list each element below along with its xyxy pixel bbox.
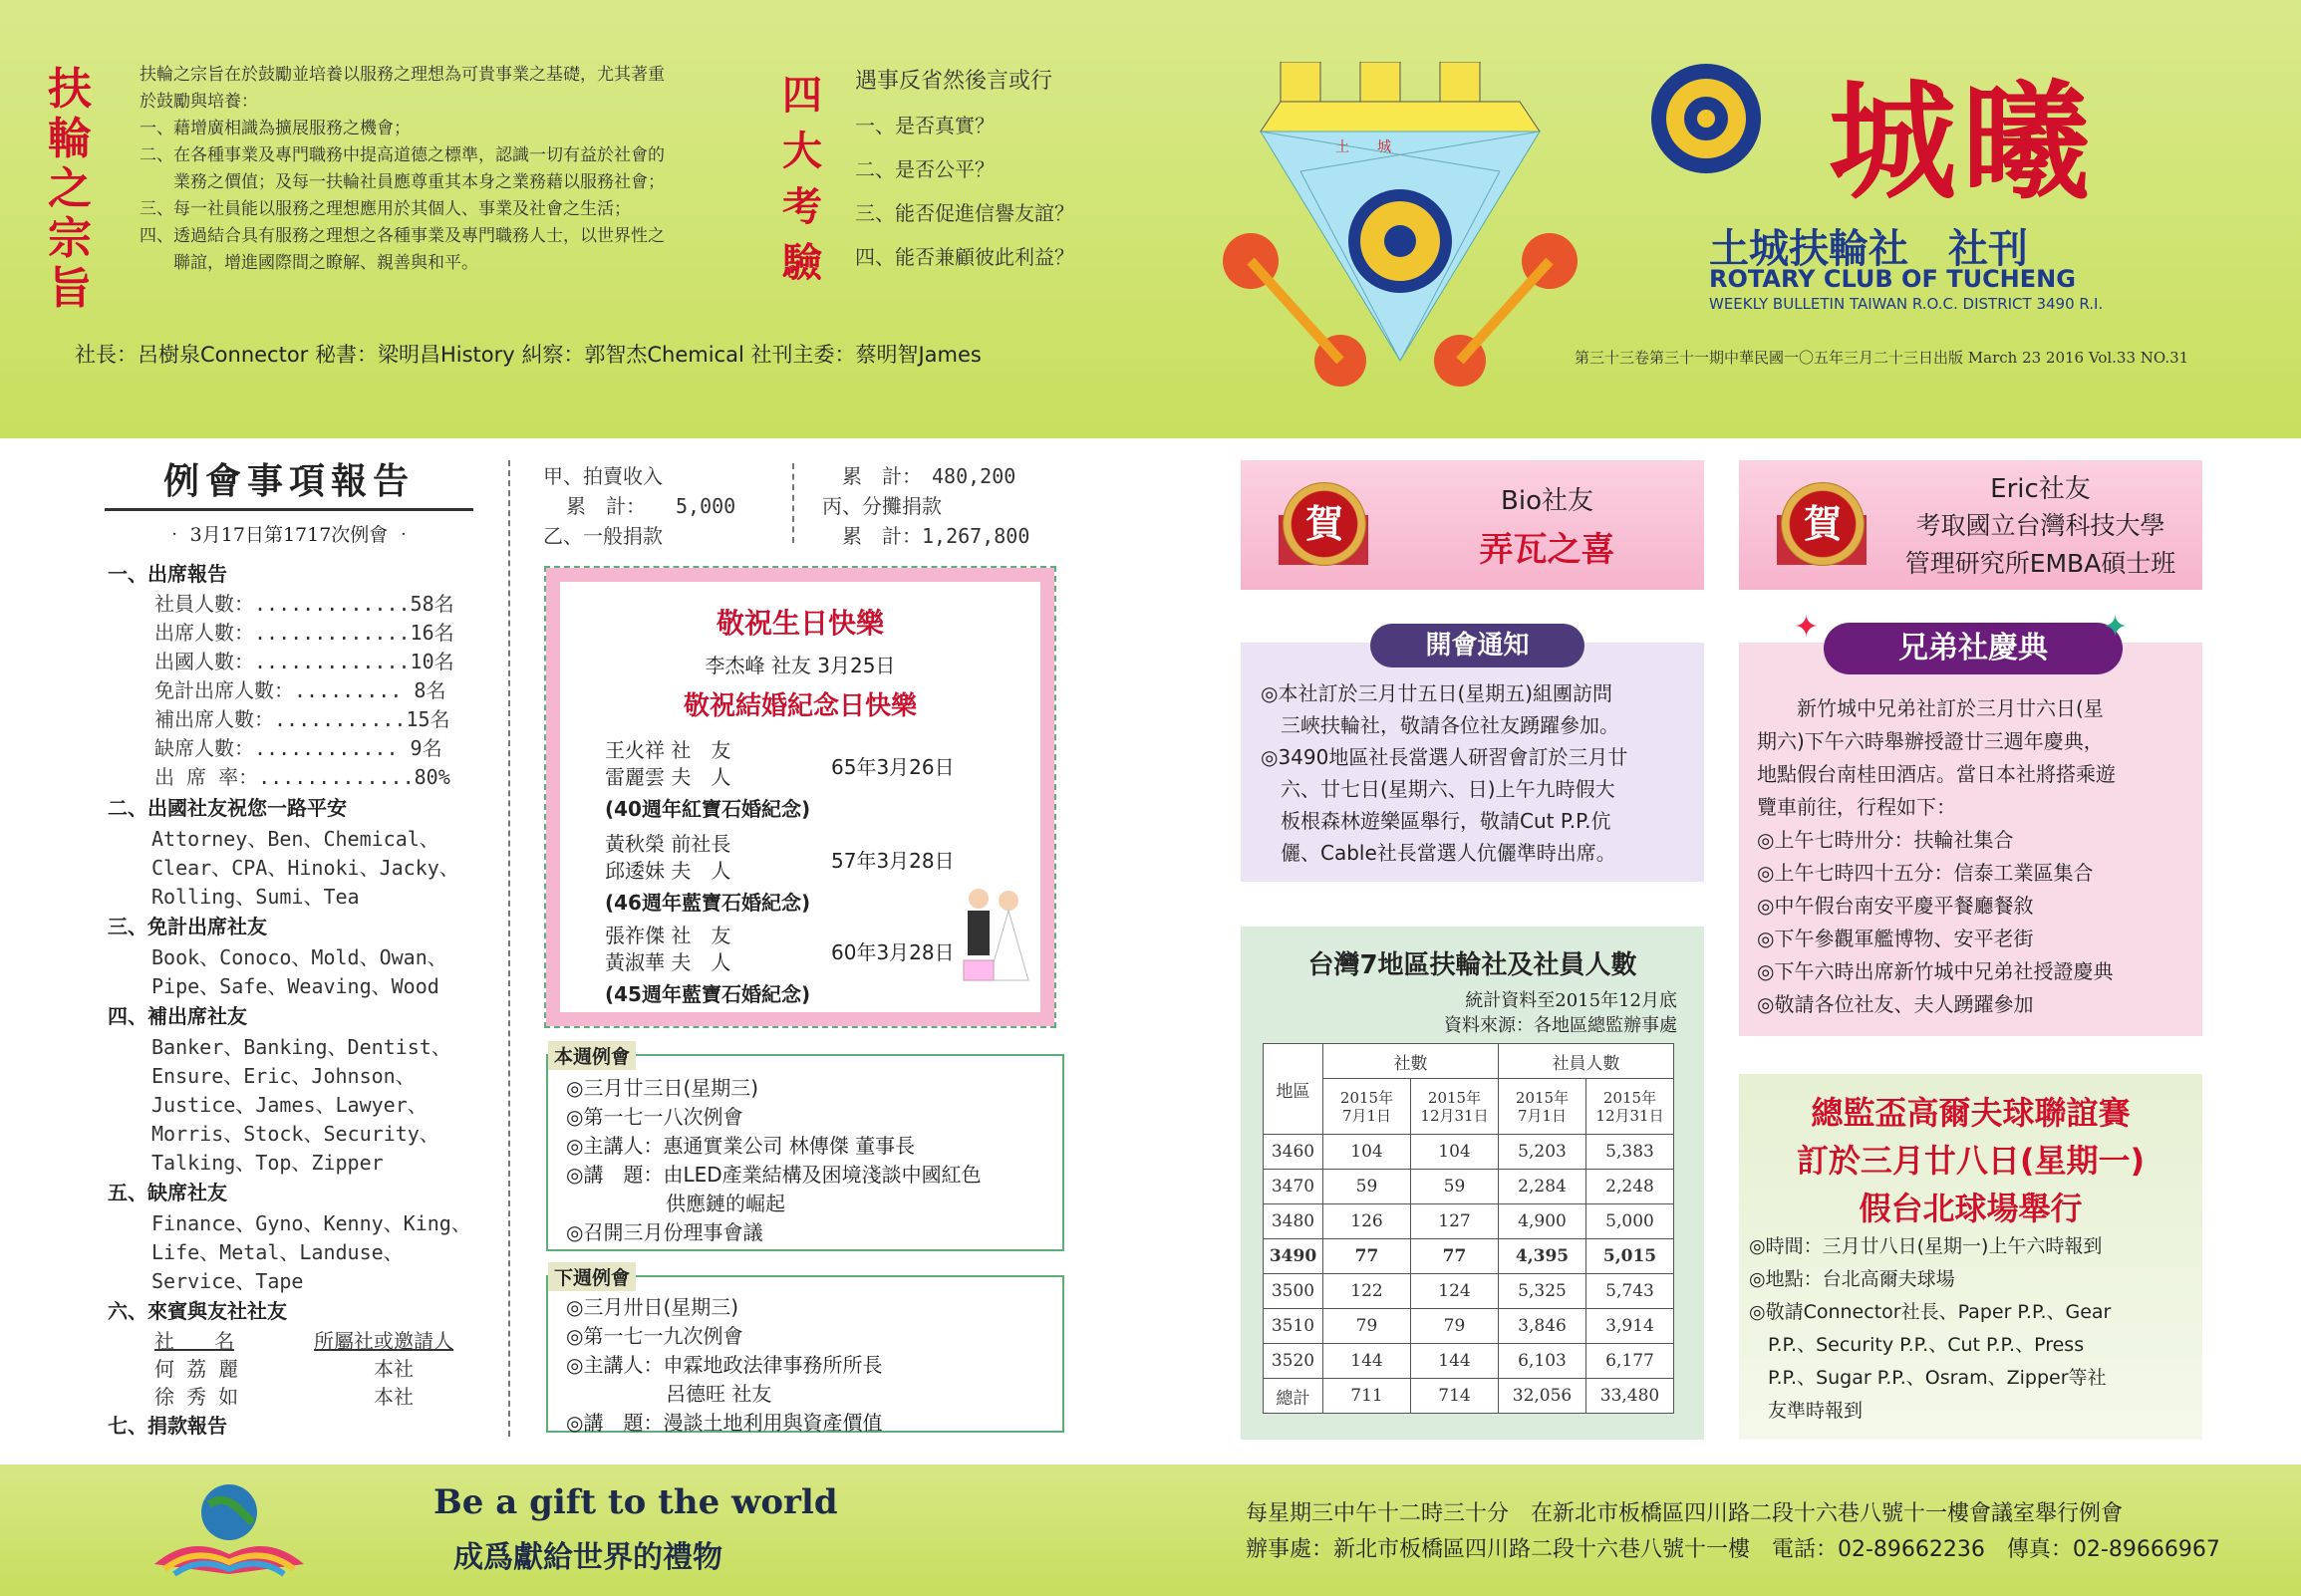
report-subtitle: ‧ 3月17日第1717次例會 ‧: [164, 524, 414, 546]
stats-note: 統計資料至2015年12月底: [1465, 990, 1677, 1011]
col-clubs: 社數: [1323, 1044, 1499, 1079]
congrats-card: [1739, 460, 2202, 590]
donation-auction-total: 累 計： 5,000: [566, 494, 736, 518]
table-row: 總計 711 714 32,056 33,480: [1264, 1379, 1674, 1414]
masthead-banner: [0, 0, 2301, 438]
this-week-tag: 本週例會: [548, 1041, 636, 1070]
table-row: 3520 144 144 6,103 6,177: [1264, 1344, 1674, 1379]
office-info: 辦事處：新北市板橋區四川路二段十六巷八號十一樓 電話：02-89662236 傳真：02-89666967: [1246, 1537, 2220, 1562]
congrats-event: 考取國立台灣科技大學: [1915, 511, 2165, 540]
couple-note: (46週年藍寶石婚紀念): [605, 891, 811, 915]
congrats-card: [1241, 460, 1704, 590]
table-row: 3500 122 124 5,325 5,743: [1264, 1274, 1674, 1309]
member-names: Attorney、Ben、Chemical、: [151, 827, 439, 851]
couple-date: 60年3月28日: [831, 940, 955, 964]
congrats-event: 管理研究所EMBA碩士班: [1904, 549, 2176, 578]
column-divider: [508, 460, 510, 1437]
brother-club-title: 兄弟社慶典: [1824, 623, 2123, 674]
masthead-title: 城曦: [1829, 68, 2097, 217]
castle-label: 土 城: [1335, 139, 1391, 155]
rotary-wheel-icon: [1649, 62, 1764, 176]
balloon-icon: ✦: [1794, 610, 1820, 645]
table-row: 3510 79 79 3,846 3,914: [1264, 1309, 1674, 1344]
balloon-icon: ✦: [2103, 610, 2129, 645]
stats-table: [1263, 1043, 1674, 1414]
member-names: Clear、CPA、Hinoki、Jacky、: [151, 856, 459, 880]
notice-title: 開會通知: [1370, 624, 1584, 667]
couple-entry: 王火祥 社 友 雷麗雲 夫 人: [605, 738, 731, 789]
member-names: Morris、Stock、Security、: [151, 1122, 439, 1146]
guest-club: 本社: [374, 1357, 414, 1381]
stats-title: 台灣7地區扶輪社及社員人數: [1307, 950, 1637, 980]
section-exempt: 三、免計出席社友: [108, 915, 267, 938]
table-row: 3470 59 59 2,284 2,248: [1264, 1170, 1674, 1204]
attendance-line: 出 席 率：.............80%: [154, 765, 450, 789]
couple-date: 57年3月28日: [831, 849, 955, 873]
anniversary-title: 敬祝結婚紀念日快樂: [683, 691, 917, 721]
guest-header-name: 社 名: [154, 1329, 234, 1353]
member-names: Service、Tape: [151, 1269, 304, 1293]
member-names: Finance、Gyno、Kenny、King、: [151, 1211, 471, 1235]
member-names: Pipe、Safe、Weaving、Wood: [151, 974, 439, 998]
couple-date: 65年3月26日: [831, 755, 955, 779]
col-region: 地區: [1264, 1044, 1323, 1135]
next-week-details: ◎三月卅日(星期三) ◎第一七一九次例會 ◎主講人：申霖地政法律事務所所長 呂德旺 社友 ◎講 題：漫談土地利用與資產價值: [566, 1295, 883, 1435]
donation-shared-total: 累 計：1,267,800: [842, 524, 1030, 548]
club-name-cn: 土城扶輪社 社刊: [1709, 226, 2028, 272]
golf-date: 訂於三月廿八日(星期一): [1796, 1142, 2146, 1180]
theme-chinese: 成爲獻給世界的禮物: [453, 1540, 722, 1575]
guest-name: 何 荔 麗: [154, 1357, 239, 1381]
member-names: Banker、Banking、Dentist、: [151, 1035, 451, 1059]
this-week-details: ◎三月廿三日(星期三) ◎第一七一八次例會 ◎主講人：惠通實業公司 林傳傑 董事長 ◎講 題：由LED產業結構及困境淺談中國紅色 供應鏈的崛起 ◎召開三月份理事會議: [566, 1076, 982, 1244]
guest-club: 本社: [374, 1385, 414, 1409]
theme-english: Be a gift to the world: [433, 1482, 838, 1522]
stats-source: 資料來源：各地區總監辦事處: [1444, 1015, 1677, 1036]
congrats-member: Eric社友: [1990, 474, 2091, 504]
next-week-tag: 下週例會: [548, 1262, 636, 1291]
four-way-test: 遇事反省然後言或行 一、是否真實？ 二、是否公平？ 三、能否促進信譽友誼？ 四、能否兼顧彼此利益？: [855, 69, 1074, 269]
section-abroad: 二、出國社友祝您一路平安: [108, 796, 347, 820]
tenets-text: 扶輪之宗旨在於鼓勵並培養以服務之理想為可貴事業之基礎，尤其著重 於鼓勵與培養： 一、藉增廣相識為擴展服務之機會； 二、在各種事業及專門職務中提高道德之標準，認識一切有益於社會的 業務之價值；及每一扶輪社員應尊重其本身之業務藉以服務社會； 三、每一社員能以服務之理想應用於其個人、事業及社會之生活； 四、透過結合具有服務之理想之各種事業及專門職務人士，以世界性之 聯誼，增進國際間之瞭解、親善與和平。: [140, 65, 665, 273]
attendance-line: 社員人數：.............58名: [154, 592, 454, 616]
tests-title: 四 大 考 驗: [782, 73, 822, 286]
section-donations: 七、捐款報告: [108, 1414, 227, 1438]
donation-general-total: 累 計： 480,200: [842, 464, 1016, 488]
globe-book-logo: [149, 1474, 309, 1582]
col-members: 社員人數: [1499, 1044, 1674, 1079]
sub-header: 2015年 12月31日: [1586, 1079, 1674, 1135]
birthday-line: 李杰峰 社友 3月25日: [705, 654, 896, 677]
section-absent: 五、缺席社友: [108, 1181, 227, 1204]
couple-entry: 黃秋榮 前社長 邱逶妹 夫 人: [605, 832, 731, 883]
section-makeup: 四、補出席社友: [108, 1004, 247, 1028]
wedding-couple-icon: [954, 881, 1033, 990]
meeting-info: 每星期三中午十二時三十分 在新北市板橋區四川路二段十六巷八號十一樓會議室舉行例會: [1246, 1501, 2124, 1526]
congrats-medal-icon: 賀: [1283, 482, 1366, 566]
section-guests: 六、來賓與友社社友: [108, 1299, 287, 1323]
tenets-title: 扶 輪 之 宗 旨: [48, 64, 92, 314]
report-title: 例會事項報告: [105, 453, 473, 511]
member-names: Talking、Top、Zipper: [151, 1151, 384, 1175]
attendance-line: 缺席人數：............ 9名: [154, 736, 442, 760]
member-names: Justice、James、Lawyer、: [151, 1093, 428, 1117]
table-row: 3480 126 127 4,900 5,000: [1264, 1204, 1674, 1239]
table-row: 3490 77 77 4,395 5,015: [1264, 1239, 1674, 1274]
congrats-member: Bio社友: [1501, 486, 1593, 516]
attendance-line: 出國人數：.............10名: [154, 650, 454, 673]
couple-entry: 張祚傑 社 友 黃淑華 夫 人: [605, 924, 731, 974]
guest-header-club: 所屬社或邀請人: [314, 1329, 453, 1353]
birthday-title: 敬祝生日快樂: [716, 607, 884, 640]
golf-title: 總監盃高爾夫球聯誼賽: [1811, 1094, 2131, 1132]
notice-details: ◎本社訂於三月廿五日(星期五)組團訪問 三峽扶輪社，敬請各位社友踴躍參加。 ◎3490地區社長當選人研習會訂於三月廿 六、廿七日(星期六、日)上午九時假大 板根森林遊樂區舉行，敬請Cut P.P.伉 儷、Cable社長當選人伉儷準時出席。: [1261, 681, 1628, 865]
donation-divider: [792, 463, 794, 543]
castle-diamond-logo: [1221, 62, 1580, 391]
officers-line: 社長：呂樹泉Connector 秘書：梁明昌History 糾察：郭智杰Chemical 社刊主委：蔡明智James: [75, 343, 982, 367]
member-names: Ensure、Eric、Johnson、: [151, 1064, 416, 1088]
club-subtitle: WEEKLY BULLETIN TAIWAN R.O.C. DISTRICT 3490 R.I.: [1709, 295, 2104, 313]
attendance-line: 出席人數：.............16名: [154, 621, 454, 645]
brother-club-details: 新竹城中兄弟社訂於三月廿六日(星 期六)下午六時舉辦授證廿三週年慶典， 地點假台南桂田酒店。當日本社將搭乘遊 覽車前往，行程如下： ◎上午七時卅分：扶輪社集合 ◎上午七時四十五分：信泰工業區集合 ◎中午假台南安平慶平餐廳餐敘 ◎下午參觀軍艦博物、安平老街 ◎下午六時出席新竹城中兄弟社授證慶典 ◎敬請各位社友、夫人踴躍參加: [1757, 696, 2116, 1016]
donation-shared: 丙、分攤捐款: [822, 494, 942, 518]
golf-details: ◎時間：三月廿八日(星期一)上午六時報到 ◎地點：台北高爾夫球場 ◎敬請Connector社長、Paper P.P.、Gear P.P.、Security P.P.、Cut P.P.、Press P.P.、Sugar P.P.、Osram、Zipper等社 友準時報到: [1749, 1235, 2112, 1422]
table-row: 3460 104 104 5,203 5,383: [1264, 1135, 1674, 1170]
donation-general: 乙、一般捐款: [543, 524, 663, 548]
congrats-medal-icon: 賀: [1781, 482, 1865, 566]
congrats-event: 弄瓦之喜: [1479, 530, 1615, 570]
donation-auction: 甲、拍賣收入: [543, 464, 663, 488]
attendance-line: 補出席人數：...........15名: [154, 707, 450, 731]
celebration-card: [546, 568, 1054, 1026]
issue-dateline: 第三十三卷第三十一期中華民國一〇五年三月二十三日出版 March 23 2016 Vol.33 NO.31: [1575, 349, 2189, 367]
couple-note: (40週年紅寶石婚紀念): [605, 797, 811, 821]
sub-header: 2015年 12月31日: [1411, 1079, 1499, 1135]
member-names: Rolling、Sumi、Tea: [151, 885, 360, 909]
member-names: Life、Metal、Landuse、: [151, 1240, 404, 1264]
guest-name: 徐 秀 如: [154, 1385, 239, 1409]
attendance-line: 免計出席人數：......... 8名: [154, 678, 446, 702]
couple-note: (45週年藍寶石婚紀念): [605, 982, 811, 1006]
sub-header: 2015年 7月1日: [1323, 1079, 1411, 1135]
footer-band: [0, 1464, 2301, 1596]
golf-venue: 假台北球場舉行: [1859, 1190, 2083, 1227]
sub-header: 2015年 7月1日: [1499, 1079, 1586, 1135]
member-names: Book、Conoco、Mold、Owan、: [151, 945, 447, 969]
section-attendance: 一、出席報告: [108, 562, 227, 586]
club-name-en: ROTARY CLUB OF TUCHENG: [1709, 265, 2076, 293]
